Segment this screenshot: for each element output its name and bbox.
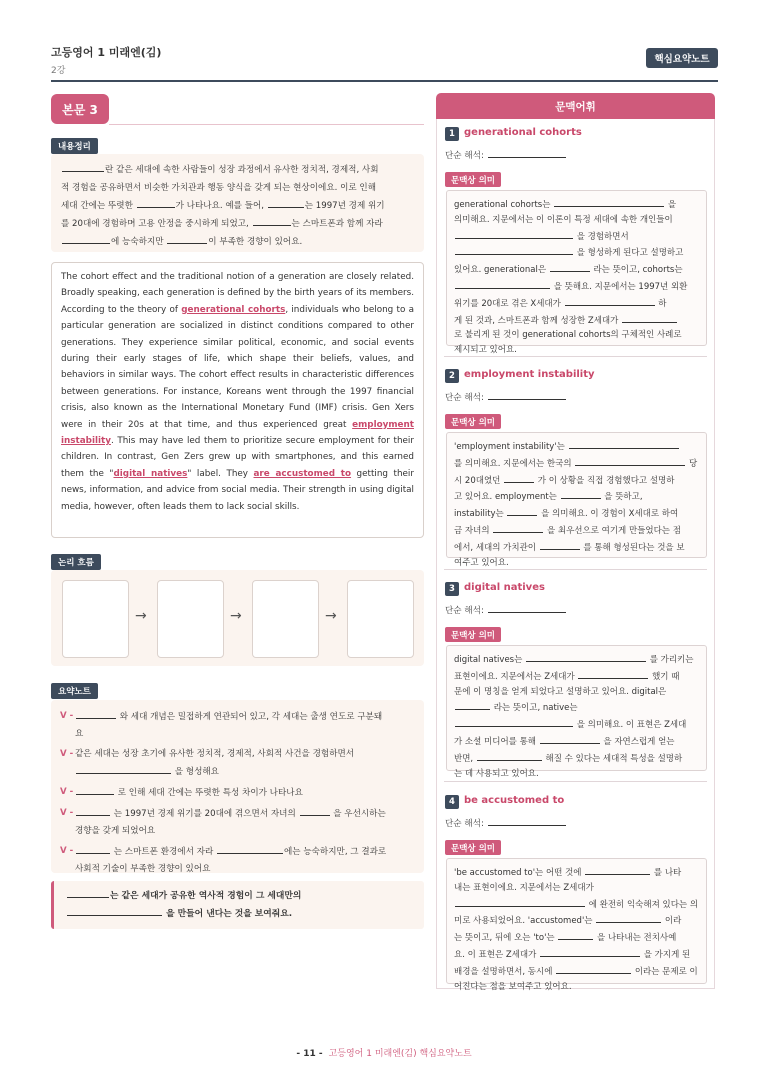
- flow-card[interactable]: [157, 580, 224, 658]
- blank[interactable]: [493, 522, 543, 533]
- blank[interactable]: [558, 929, 593, 940]
- summary-line: 는 1997년 경제 위기: [304, 201, 385, 211]
- context-line: [454, 946, 699, 963]
- summary-line: 이 부족한 경향이 있어요.: [208, 237, 303, 247]
- context-text: 가 이 상황을 직접 경험했다고 설명하: [535, 475, 675, 486]
- context-text: 을 자연스럽게 얻는: [600, 736, 675, 747]
- flow-card[interactable]: [252, 580, 319, 658]
- note-text: 같은 세대는 성장 초기에 유사한 정치적, 경제적, 사회적 사건을 경험하면서: [75, 749, 355, 759]
- context-text: 라는 뜻이고, native는: [491, 703, 578, 714]
- arrow-icon: →: [135, 608, 147, 624]
- context-line: [454, 668, 699, 685]
- passage-text: The cohort effect and the traditional notion of a generation are closely related. Broadly speaking, each generation is defined by the birth years of its members. According to the theory of: [61, 272, 414, 315]
- summary-tag: 내용정리: [51, 138, 98, 154]
- blank[interactable]: [565, 295, 655, 306]
- blank[interactable]: [554, 196, 664, 207]
- passage-text: " label. They: [187, 468, 249, 479]
- context-line: [454, 896, 699, 913]
- context-line: [454, 261, 699, 278]
- context-text: 당: [686, 458, 698, 469]
- simple-meaning: [445, 389, 567, 403]
- note-text: 을 형성해요: [174, 767, 219, 777]
- blank[interactable]: [76, 763, 171, 774]
- blank[interactable]: [622, 312, 677, 323]
- context-text: 의미해요. 지문에서는 이 이론이 특정 세대에 속한 개인들이: [454, 214, 673, 225]
- book-title: 고등영어 1 미래엔(김): [51, 46, 162, 59]
- item-number: 3: [445, 582, 459, 596]
- context-line: [454, 244, 699, 261]
- context-text: 는 데 사용되고 있어요.: [454, 768, 539, 779]
- context-text: 내는 표현이에요. 지문에서는 Z세대가: [454, 882, 594, 893]
- summary-line: 가 나타나요. 예를 들어,: [175, 201, 264, 211]
- note-text: 에는 능숙하지만, 그 결과로: [283, 847, 387, 857]
- summary-notes: [51, 700, 424, 873]
- context-text: 표현이에요. 지문에서는 Z세대가: [454, 671, 578, 682]
- context-line: [454, 716, 699, 733]
- context-text: 했기 때: [649, 671, 680, 682]
- note-text: 요: [75, 729, 84, 739]
- blank[interactable]: [488, 602, 566, 613]
- blank[interactable]: [76, 805, 110, 816]
- context-text: 을 의미해요. 이 표현은 Z세대: [574, 720, 687, 731]
- context-text: 위기를 20대로 겪은 X세대가: [454, 298, 564, 309]
- blank[interactable]: [540, 539, 580, 550]
- blank[interactable]: [455, 244, 573, 255]
- context-line: [454, 196, 699, 213]
- note-badge: 핵심요약노트: [646, 48, 718, 68]
- blank[interactable]: [540, 946, 640, 957]
- blank[interactable]: [575, 455, 685, 466]
- context-text: 라는 뜻이고, cohorts는: [590, 265, 683, 276]
- context-tag: 문맥상 의미: [445, 627, 501, 642]
- context-line: [454, 651, 699, 668]
- context-text: 고 있어요. employment는: [454, 492, 560, 503]
- vocab-term: digital natives: [464, 582, 545, 593]
- blank[interactable]: [526, 651, 646, 662]
- blank[interactable]: [477, 750, 542, 761]
- context-text: instability는: [454, 509, 507, 520]
- blank[interactable]: [62, 161, 104, 172]
- context-line: [454, 438, 699, 455]
- blank[interactable]: [455, 699, 490, 710]
- blank[interactable]: [455, 228, 573, 239]
- context-text: 해질 수 있다는 세대적 특성을 설명하: [542, 753, 683, 764]
- note-text: 는 1997년 경제 위기를 20대에 겪으면서 자녀의: [113, 809, 296, 819]
- context-line: [454, 522, 699, 539]
- flow-card[interactable]: [62, 580, 129, 658]
- blank[interactable]: [76, 708, 116, 719]
- context-text: 을 나타내는 전치사예: [594, 933, 677, 944]
- context-text: 있어요. generational은: [454, 265, 549, 276]
- note-item: [60, 784, 415, 802]
- context-text: 하: [655, 298, 667, 309]
- blank[interactable]: [167, 233, 207, 244]
- blank[interactable]: [455, 896, 585, 907]
- blank[interactable]: [578, 668, 648, 679]
- context-line: [454, 750, 699, 767]
- note-text: 을 우선시하는: [333, 809, 386, 819]
- content-summary: [51, 154, 424, 252]
- context-text: 미로 사용되었어요. 'accustomed'는: [454, 916, 596, 927]
- context-tag: 문맥상 의미: [445, 172, 501, 187]
- summary-line: 를 20대에 경험하며 고용 안정을 중시하게 되었고,: [61, 219, 249, 229]
- context-line: [454, 505, 699, 522]
- context-line: [454, 963, 699, 980]
- check-icon: V -: [60, 711, 74, 721]
- context-text: 을 최우선으로 여기게 만들었다는 점: [544, 525, 681, 536]
- blank[interactable]: [455, 716, 573, 727]
- context-text: 이라: [662, 916, 682, 927]
- blank[interactable]: [550, 261, 590, 272]
- flow-card[interactable]: [347, 580, 414, 658]
- blank[interactable]: [268, 197, 304, 208]
- blank[interactable]: [540, 733, 600, 744]
- context-text: 가 소셜 미디어를 통해: [454, 736, 539, 747]
- vocab-term: be accustomed to: [464, 795, 565, 806]
- page-footer: [0, 1046, 768, 1059]
- context-line: [454, 699, 699, 716]
- context-line: [454, 929, 699, 946]
- conclusion-text: 는 같은 세대가 공유한 역사적 경험이 그 세대만의: [110, 891, 302, 901]
- blank[interactable]: [300, 805, 330, 816]
- header-divider: [51, 80, 718, 82]
- notes-tag: 요약노트: [51, 683, 98, 699]
- summary-line: 는 스마트폰과 함께 자라: [291, 219, 383, 229]
- context-text: 'employment instability'는: [454, 442, 568, 452]
- arrow-icon: →: [230, 608, 242, 624]
- flow-tag: 논리 흐름: [51, 554, 101, 570]
- context-line: [454, 539, 699, 556]
- blank[interactable]: [137, 197, 175, 208]
- context-text: 여주고 있어요.: [454, 557, 509, 568]
- blank[interactable]: [507, 505, 537, 516]
- check-icon: V -: [60, 846, 74, 856]
- blank[interactable]: [585, 864, 650, 875]
- context-line: [454, 733, 699, 750]
- logic-flow: [51, 570, 424, 666]
- context-text: 'be accustomed to'는 어떤 것에: [454, 868, 585, 878]
- blank[interactable]: [561, 488, 601, 499]
- item-number: 4: [445, 795, 459, 809]
- context-text: 게 된 것과, 스마트폰과 함께 성장한 Z세대가: [454, 315, 622, 326]
- blank[interactable]: [253, 215, 291, 226]
- note-text: 와 세대 개념은 밀접하게 연관되어 있고, 각 세대는 출생 연도로 구분돼: [119, 712, 383, 722]
- context-text: 배경을 설명하면서, 동시에: [454, 966, 556, 977]
- context-line: [454, 213, 699, 228]
- context-text: 을 의미해요. 이 경험이 X세대로 하여: [538, 509, 679, 520]
- note-text: 로 인해 세대 간에는 뚜렷한 특성 차이가 나타나요: [117, 788, 303, 798]
- context-text: 을 경험하면서: [574, 231, 629, 242]
- context-line: [454, 685, 699, 700]
- context-tag: 문맥상 의미: [445, 840, 501, 855]
- context-text: 을 형성하게 된다고 설명하고: [574, 248, 684, 259]
- context-line: [454, 767, 699, 782]
- context-line: [454, 488, 699, 505]
- vocab-divider: [444, 781, 707, 782]
- context-text: 제시되고 있어요.: [454, 345, 517, 356]
- vocab-divider: [444, 569, 707, 570]
- blank[interactable]: [488, 815, 566, 826]
- context-meaning: [446, 858, 707, 992]
- summary-line: 에 능숙하지만: [111, 237, 164, 247]
- context-text: 어진다는 점을 보여주고 있어요.: [454, 981, 572, 992]
- context-line: [454, 455, 699, 472]
- summary-line: 란 같은 세대에 속한 사람들이 성장 과정에서 유사한 정치적, 경제적, 사회: [105, 165, 379, 175]
- passage-text: , individuals who belong to a particular generation are socialized in distinct conditions compared to other generations. They experience similar political, economic, and social events during their early stages of life, which shape their beliefs, values, and behaviors in similar ways. The cohort effect results in characteristic differences between generations. For instance, Koreans went through the 1997 financial crisis, also known as the International Monetary Fund (IMF) crisis. Gen Xers were in their 20s at that time, and thus experienced great: [61, 304, 414, 430]
- context-text: 를 나타: [651, 868, 682, 878]
- simple-label: 단순 해석:: [445, 393, 484, 403]
- context-text: 이라는 문제로 이: [632, 966, 698, 977]
- context-tag: 문맥상 의미: [445, 414, 501, 429]
- highlight-term: employment instability: [61, 419, 414, 447]
- context-line: [454, 980, 699, 995]
- simple-label: 단순 해석:: [445, 819, 484, 829]
- context-text: 금 자녀의: [454, 525, 493, 536]
- simple-meaning: [445, 147, 567, 161]
- context-text: 에서, 세대의 가치관이: [454, 542, 539, 553]
- note-item: [60, 805, 415, 840]
- blank[interactable]: [67, 887, 109, 898]
- note-item: [60, 708, 415, 743]
- context-meaning: [446, 432, 707, 568]
- vocab-term: generational cohorts: [464, 127, 582, 138]
- blank[interactable]: [488, 147, 566, 158]
- simple-label: 단순 해석:: [445, 606, 484, 616]
- context-text: 는 뜻이고, 뒤에 오는 'to'는: [454, 933, 558, 944]
- context-text: 반면,: [454, 753, 476, 764]
- context-text: 을 뜻해요. 지문에서는 1997년 외환: [551, 281, 688, 292]
- passage-text: . This may have led them to prioritize secure employment for their children. In contrast, Gen Zers grew up with smartphones, and this earned them the ": [61, 436, 414, 479]
- context-text: 로 불리게 된 것이 generational cohorts의 구체적인 사례로: [454, 330, 682, 341]
- item-number: 1: [445, 127, 459, 141]
- blank[interactable]: [488, 389, 566, 400]
- conclusion-box: [51, 881, 424, 929]
- item-number: 2: [445, 369, 459, 383]
- reading-passage: [51, 262, 424, 538]
- blank[interactable]: [504, 472, 534, 483]
- context-text: 를 가리키는: [647, 655, 694, 665]
- blank[interactable]: [596, 912, 661, 923]
- footer-text: 고등영어 1 미래엔(김) 핵심요약노트: [328, 1049, 472, 1059]
- context-text: generational cohorts는: [454, 200, 554, 210]
- vocab-divider: [444, 356, 707, 357]
- conclusion-text: 을 만들어 낸다는 것을 보여줘요.: [166, 909, 293, 919]
- section-divider: [109, 124, 424, 125]
- blank[interactable]: [76, 843, 110, 854]
- vocab-term: employment instability: [464, 369, 595, 380]
- blank[interactable]: [76, 784, 114, 795]
- context-text: 문에 이 명칭을 얻게 되었다고 설명하고 있어요. digital은: [454, 686, 667, 697]
- context-line: [454, 472, 699, 489]
- note-text: 사회적 기술이 부족한 경향이 있어요: [75, 864, 211, 874]
- section-title: 본문 3: [51, 94, 109, 124]
- note-text: 경향을 갖게 되었어요: [75, 826, 156, 836]
- context-meaning: [446, 190, 707, 356]
- note-item: [60, 843, 415, 878]
- summary-line: 적 경험을 공유하면서 비슷한 가치관과 행동 양식을 갖게 되는 현상이에요. 이로 인해: [61, 183, 377, 193]
- simple-label: 단순 해석:: [445, 151, 484, 161]
- context-line: [454, 228, 699, 245]
- context-line: [454, 912, 699, 929]
- context-line: [454, 328, 699, 343]
- blank[interactable]: [217, 843, 283, 854]
- context-line: [454, 295, 699, 312]
- simple-meaning: [445, 602, 567, 616]
- context-text: 을 가지게 된: [641, 949, 691, 960]
- check-icon: V -: [60, 808, 74, 818]
- blank[interactable]: [569, 438, 679, 449]
- passage-text: getting their news, information, and advice from social media. Their strength in using digital media, however, often leads them to lack social skills.: [61, 468, 414, 512]
- page-number: - 11 -: [296, 1049, 323, 1059]
- context-meaning: [446, 645, 707, 779]
- highlight-term: digital natives: [113, 468, 188, 479]
- highlight-term: are accustomed to: [253, 468, 352, 479]
- blank[interactable]: [556, 963, 631, 974]
- context-text: 시 20대였던: [454, 475, 504, 486]
- check-icon: V -: [60, 749, 74, 759]
- blank[interactable]: [67, 905, 162, 916]
- blank[interactable]: [62, 233, 110, 244]
- note-item: [60, 746, 415, 781]
- vocab-header: 문맥어휘: [436, 93, 715, 119]
- context-line: [454, 278, 699, 295]
- summary-line: 세대 간에는 뚜렷한: [61, 201, 133, 211]
- lesson-number: 2강: [51, 66, 66, 76]
- blank[interactable]: [455, 278, 550, 289]
- context-line: [454, 864, 699, 881]
- highlight-term: generational cohorts: [181, 304, 286, 315]
- context-line: [454, 312, 699, 329]
- context-text: 요. 이 표현은 Z세대가: [454, 949, 540, 960]
- arrow-icon: →: [325, 608, 337, 624]
- context-text: digital natives는: [454, 655, 526, 665]
- context-text: 을 뜻하고,: [601, 492, 643, 503]
- context-text: 를 통해 형성된다는 것을 보: [580, 542, 685, 553]
- check-icon: V -: [60, 787, 74, 797]
- context-text: 을: [665, 200, 677, 210]
- note-text: 는 스마트폰 환경에서 자라: [113, 847, 214, 857]
- context-text: 를 의미해요. 지문에서는 한국의: [454, 458, 575, 469]
- context-text: 에 완전히 익숙해져 있다는 의: [586, 899, 699, 910]
- context-line: [454, 881, 699, 896]
- simple-meaning: [445, 815, 567, 829]
